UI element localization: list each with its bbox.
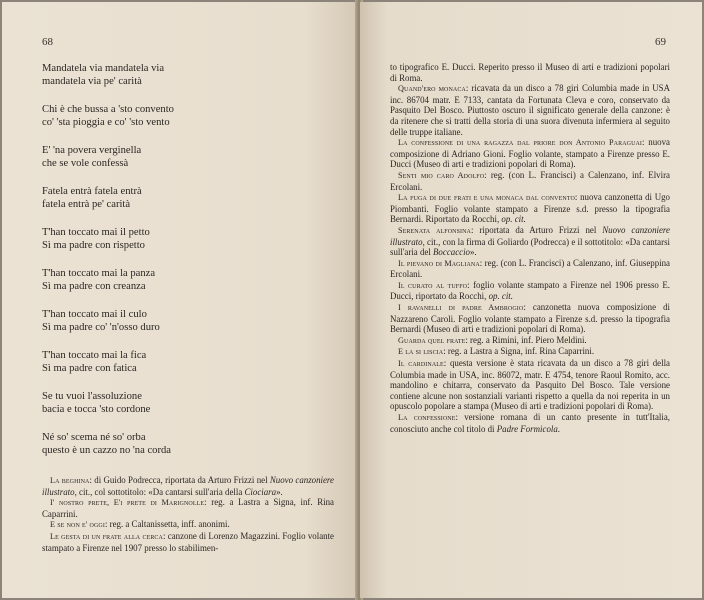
- note-text: : reg. a Caltanissetta, inff. anonimi.: [104, 519, 230, 530]
- note-entry: [390, 192, 670, 225]
- note-title: Serenata alfonsina: [398, 225, 471, 235]
- note-title: Le gesta di un frate alla cerca: [50, 531, 163, 541]
- note-entry: [390, 412, 670, 434]
- note-entry: [390, 280, 670, 302]
- verse-line: T'han toccato mai la panza: [42, 268, 156, 279]
- note-text: : versione romana di un canto presente in tutt'Italia, conosciuto anche col titolo di: [390, 412, 670, 434]
- note-title: La fuga di due frati e una monaca dal convento: [398, 193, 575, 203]
- note-entry: [42, 531, 334, 553]
- page-number: 68: [42, 36, 53, 48]
- stanza: [42, 308, 342, 335]
- stanza: [42, 144, 342, 171]
- note-text: : riportata da Arturo Frizzi nel: [470, 224, 603, 235]
- note-italic-text: op. cit.: [488, 291, 513, 302]
- note-text: : reg. (con L. Francisci) a Calenzano, inf. Elvira Ercolani.: [390, 169, 670, 192]
- stanza: [42, 267, 342, 294]
- note-text: : questa versione è stata ricavata da un disco a 78 giri della Columbia made in USA, inc. 86072, matr. E 4754, tenore Raoul Romito, acc. mandolino e chitarra, conservato da Pasquito Del Bosco. Tale versione contiene alcune non sostanziali varianti rispetto a quella da noi reperita in un opuscolo popolare a stampa (Museo di arti e tradizioni popolari di Roma).: [390, 358, 670, 412]
- verse-line: Sì ma padre con fatica: [42, 363, 137, 375]
- note-entry: [42, 519, 334, 531]
- note-text: , cit., con la firma di Goliardo (Podrecca) e il sottotitolo: «Da cantarsi sull'aria del: [390, 236, 670, 258]
- note-text: : di Guido Podrecca, riportata da Arturo Frizzi nel: [89, 475, 270, 485]
- note-title: La confessione: [398, 413, 456, 422]
- note-text: : ricavata da un disco a 78 giri Columbia made in USA inc. 86704 matr. E 7133, cantata da Fortunata Cleva e coro, conservato da Pasquito Del Bosco. Piuttosto oscuro il significato generale della canzone: è da ritenere che si tratti della storia di una suora divenuta infermiera al seguito delle truppe italiane.: [390, 83, 670, 137]
- verse-line: T'han toccato mai il culo: [42, 309, 147, 320]
- note-text: : nuova composizione di Adriano Gioni. Foglio volante, stampato a Firenze presso E. Ducci (Museo di arti e tradizioni popolari di Roma).: [390, 137, 670, 170]
- note-text: ».: [469, 247, 477, 258]
- note-entry: [390, 335, 670, 347]
- source-notes: [390, 62, 670, 434]
- verse-line: Sì ma padre con rispetto: [42, 240, 145, 252]
- note-text: to tipografico E. Ducci. Reperito presso il Museo di arti e tradizioni popolari di Roma.: [390, 62, 670, 83]
- note-title: Il curato al tuffo: [398, 280, 468, 290]
- note-title: E la si liscia: [398, 347, 444, 357]
- verse-line: co' 'sta pioggia e co' 'sto vento: [42, 117, 170, 129]
- verse-line: Se tu vuoi l'assoluzione: [42, 391, 142, 402]
- note-text: ».: [276, 486, 283, 497]
- note-text: : nuova canzonetta di Ugo Piombanti. Foglio volante stampato a Firenze s.d. presso la tipografia Bernardi. Riportato da Rocchi,: [390, 192, 670, 225]
- stanza: [42, 103, 342, 130]
- note-italic-text: Ciociara: [244, 486, 277, 497]
- stanza: [42, 390, 342, 417]
- note-title: Il cardinale: [398, 359, 444, 369]
- note-title: Il pievano di Magliana: [398, 258, 480, 268]
- note-text: , cit., col sottotitolo: «Da cantarsi sull'aria della: [74, 486, 245, 497]
- verse-line: T'han toccato mai il petto: [42, 227, 150, 238]
- note-entry: [390, 170, 670, 192]
- left-page: [2, 2, 358, 598]
- note-entry: [390, 346, 670, 358]
- verse-line: Sì ma padre co' 'n'osso duro: [42, 322, 160, 334]
- note-entry: [390, 225, 670, 258]
- note-entry: [390, 62, 670, 83]
- note-text: : reg. a Lastra a Signa, inf. Rina Caparrini.: [443, 346, 595, 357]
- song-verses: [42, 62, 342, 472]
- note-entry: [390, 258, 670, 280]
- note-text: : canzonetta nuova composizione di Nazzareno Caroli. Foglio volante stampato a Firenze s.d. presso la tipografia Bernardi (Museo di arti e tradizioni popolari di Roma).: [390, 302, 671, 335]
- verse-line: Fatela entrà fatela entrà: [42, 186, 142, 197]
- note-title: La confessione di una ragazza dal priore don Antonio Paraguai: [398, 138, 643, 148]
- note-italic-text: Nuovo canzoniere illustrato: [390, 224, 670, 247]
- verse-line: Né so' scema né so' orba: [42, 432, 146, 443]
- note-title: La beghina: [50, 476, 90, 485]
- note-entry: [390, 137, 670, 170]
- note-title: I' nostro prete, E'i prete di Marignolle: [50, 498, 205, 508]
- verse-line: bacia e tocca 'sto cordone: [42, 404, 151, 416]
- right-page: [360, 2, 702, 598]
- stanza: [42, 62, 342, 89]
- note-italic-text: Boccaccio: [433, 247, 470, 258]
- note-italic-text: op. cit.: [501, 214, 526, 225]
- verse-line: fatela entrà pe' carità: [42, 199, 131, 211]
- stanza: [42, 349, 342, 376]
- note-title: Quand'ero monaca: [398, 84, 466, 94]
- verse-line: Sì ma padre con creanza: [42, 281, 146, 293]
- note-entry: [390, 83, 670, 137]
- verse-line: Mandatela via mandatela via: [42, 63, 165, 74]
- note-italic-text: Padre Formicola: [496, 423, 558, 434]
- note-entry: [42, 497, 334, 519]
- note-title: Senti mio caro Adolfo: [398, 170, 485, 180]
- verse-line: E' 'na povera verginella: [42, 145, 142, 156]
- page-number: 69: [655, 36, 666, 48]
- footnotes: [42, 475, 334, 553]
- note-text: : reg. a Rimini, inf. Piero Meldini.: [465, 334, 587, 345]
- verse-line: Chi è che bussa a 'sto convento: [42, 104, 174, 115]
- note-text: : reg. a Lastra a Signa, inf. Rina Caparrini.: [42, 497, 334, 519]
- note-text: : reg. (con L. Francisci) a Calenzano, inf. Giuseppina Ercolani.: [390, 257, 671, 280]
- stanza: [42, 226, 342, 253]
- note-entry: [390, 302, 670, 335]
- verse-line: questo è un cazzo no 'na corda: [42, 445, 171, 457]
- verse-line: che se vole confessà: [42, 158, 129, 170]
- note-italic-text: Nuovo canzoniere illustrato: [42, 475, 334, 497]
- note-title: E se non e' oggi: [50, 520, 105, 530]
- stanza: [42, 185, 342, 212]
- note-entry: [42, 475, 334, 497]
- note-entry: [390, 358, 670, 412]
- note-text: .: [557, 423, 560, 434]
- note-title: Guarda quel frate: [398, 335, 466, 345]
- stanza: [42, 431, 342, 458]
- verse-line: T'han toccato mai la fica: [42, 350, 147, 361]
- note-title: I ravanelli di padre Ambrogio: [398, 303, 524, 313]
- note-text: : foglio volante stampato a Firenze nel 1906 presso E. Ducci, riportato da Rocchi,: [390, 279, 670, 302]
- note-text: : canzone di Lorenzo Magazzini. Foglio volante stampato a Firenze nel 1907 presso lo stabilimen-: [42, 530, 334, 553]
- verse-line: mandatela via pe' carità: [42, 76, 142, 88]
